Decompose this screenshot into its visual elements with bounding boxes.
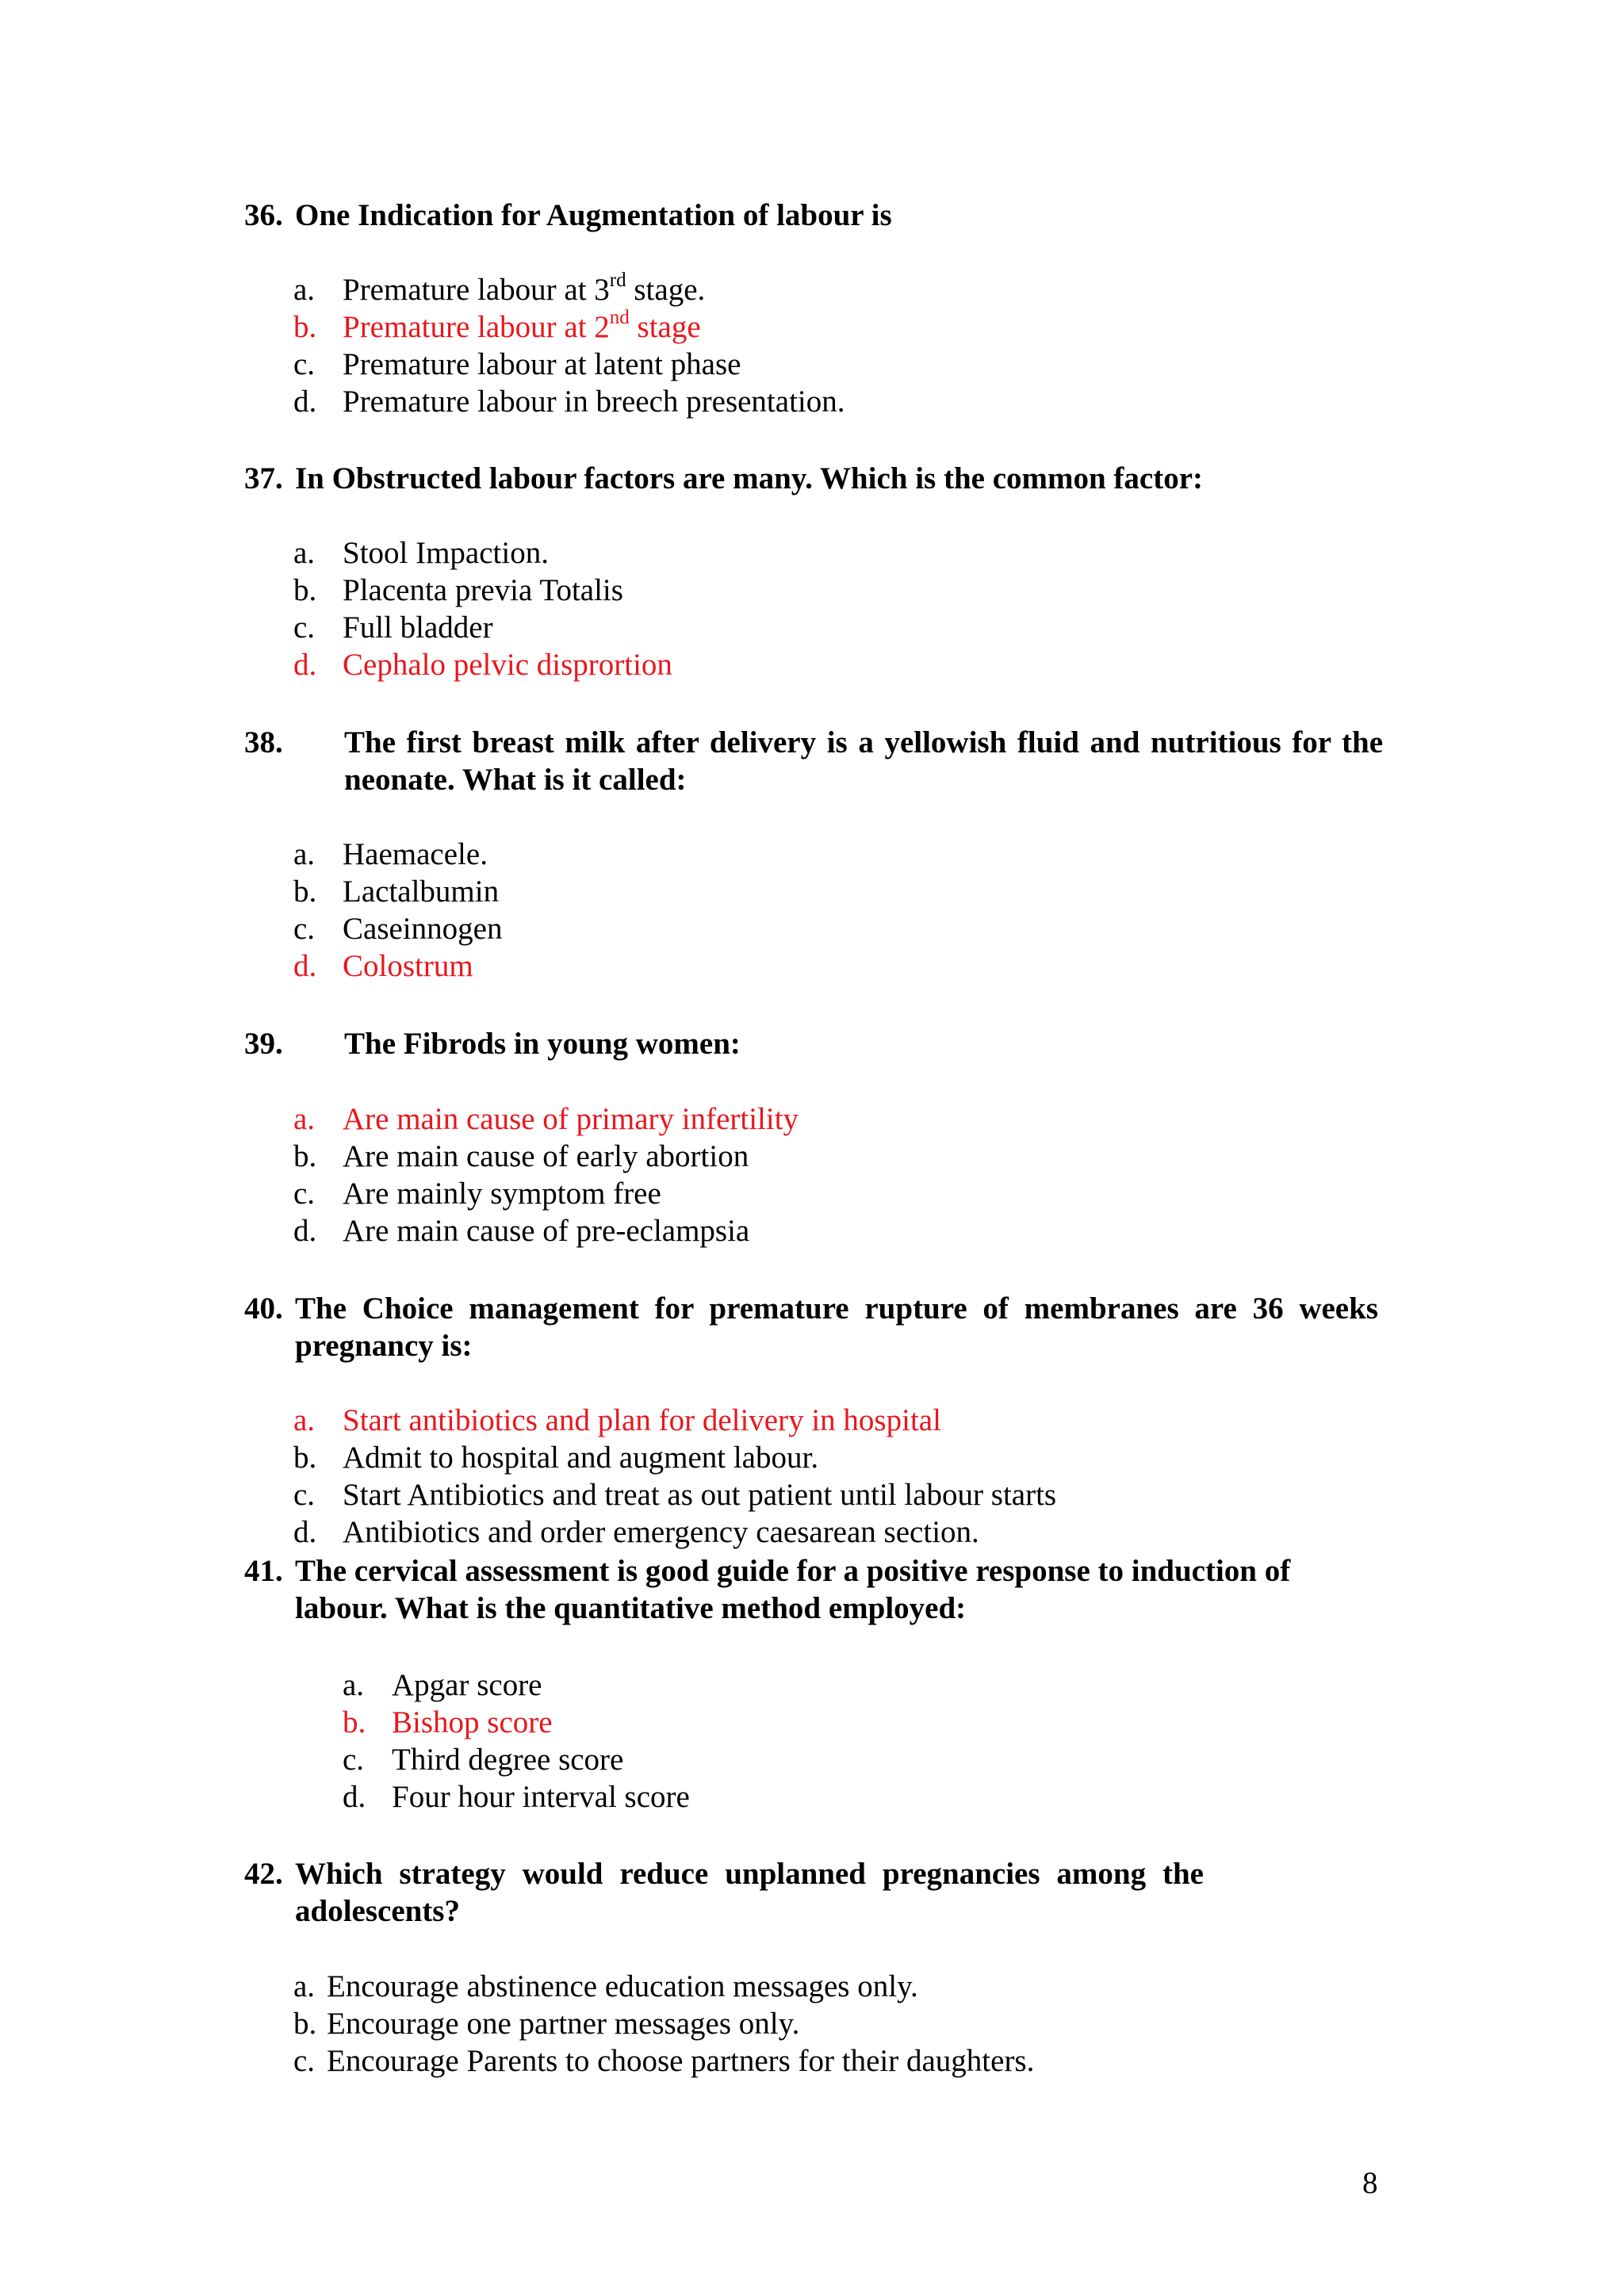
option-text: Premature labour at 2nd stage (343, 307, 701, 344)
option-text: Premature labour at 3rd stage. (343, 270, 706, 307)
option-letter: a. (293, 1969, 316, 2003)
option-letter: c. (293, 1177, 316, 1211)
question-text: One Indication for Augmentation of labour is (295, 198, 892, 232)
page-number: 8 (1362, 2166, 1378, 2200)
question-text: The cervical assessment is good guide for a positive response to induction of labour. What is the quantitative method employed: (295, 1554, 1291, 1625)
option-text: Are main cause of primary infertility (343, 1102, 799, 1136)
option-letter: a. (343, 1668, 365, 1702)
option-letter: c. (293, 912, 316, 946)
option-text: Full bladder (343, 610, 493, 645)
option-text: Stool Impaction. (343, 536, 549, 570)
option-text: Are main cause of early abortion (343, 1139, 749, 1173)
question-40 (244, 1290, 1378, 1366)
option-letter: b. (343, 1705, 366, 1739)
question-text: In Obstructed labour factors are many. Which is the common factor: (295, 461, 1204, 496)
option-letter: b. (293, 1139, 317, 1173)
option-letter: d. (293, 385, 317, 419)
option-text: Admit to hospital and augment labour. (343, 1441, 819, 1475)
option-letter: a. (293, 1403, 316, 1437)
option-letter: a. (293, 536, 316, 570)
option-text: Placenta previa Totalis (343, 573, 623, 607)
option-text: Premature labour at latent phase (343, 347, 741, 381)
option-letter: c. (343, 1743, 365, 1777)
option-text: Haemacele. (343, 837, 488, 871)
option-letter: c. (293, 610, 316, 645)
question-text: Which strategy would reduce unplanned pregnancies among the adolescents? (295, 1857, 1204, 1928)
option-text: Start antibiotics and plan for delivery in hospital (343, 1403, 941, 1437)
question-42 (244, 1855, 1228, 1931)
question-text: The Fibrods in young women: (344, 1027, 741, 1061)
question-number: 37. (244, 461, 283, 496)
question-number: 40. (244, 1292, 283, 1326)
option-letter: c. (293, 2044, 316, 2078)
option-text: Cephalo pelvic disprortion (343, 648, 672, 682)
option-letter: d. (293, 1515, 317, 1549)
option-text: Caseinnogen (343, 912, 503, 946)
option-text: Premature labour in breech presentation. (343, 385, 845, 419)
option-text: Encourage Parents to choose partners for their daughters. (327, 2044, 1035, 2078)
option-text: Encourage abstinence education messages only. (327, 1969, 918, 2003)
question-text: The Choice management for premature rupture of membranes are 36 weeks pregnancy is: (295, 1292, 1378, 1363)
option-letter: a. (293, 273, 316, 307)
option-text: Encourage one partner messages only. (327, 2007, 800, 2041)
option-text: Antibiotics and order emergency caesarean section. (343, 1515, 979, 1549)
option-letter: c. (293, 1478, 316, 1512)
option-letter: b. (293, 2007, 317, 2041)
option-letter: b. (293, 573, 317, 607)
option-letter: a. (293, 1102, 316, 1136)
option-letter: d. (293, 1214, 317, 1248)
option-text: Apgar score (392, 1668, 542, 1702)
question-text: The first breast milk after delivery is a yellowish fluid and nutritious for the neonate. What is it called: (344, 725, 1383, 797)
option-letter: b. (293, 1441, 317, 1475)
option-letter: c. (293, 347, 316, 381)
option-text: Colostrum (343, 949, 473, 983)
question-39 (244, 1025, 1383, 1065)
option-text: Are main cause of pre-eclampsia (343, 1214, 750, 1248)
question-number: 38. (244, 725, 283, 760)
option-text: Bishop score (392, 1705, 553, 1739)
question-38 (244, 724, 1383, 800)
option-text: Start Antibiotics and treat as out patient until labour starts (343, 1478, 1057, 1512)
option-letter: b. (293, 310, 317, 344)
question-number: 41. (244, 1554, 283, 1588)
question-number: 36. (244, 198, 283, 232)
option-letter: d. (343, 1780, 366, 1814)
option-letter: d. (293, 648, 317, 682)
option-text: Are mainly symptom free (343, 1177, 661, 1211)
ordinal-suffix: rd (609, 270, 626, 291)
question-37 (244, 460, 1386, 499)
ordinal-suffix: nd (609, 307, 630, 328)
option-letter: b. (293, 874, 317, 909)
option-text: Lactalbumin (343, 874, 500, 909)
option-text: Third degree score (392, 1743, 624, 1777)
option-text: Four hour interval score (392, 1780, 690, 1814)
question-number: 42. (244, 1857, 283, 1891)
option-letter: d. (293, 949, 317, 983)
question-41 (244, 1552, 1354, 1628)
question-36 (244, 197, 1386, 236)
option-letter: a. (293, 837, 316, 871)
question-number: 39. (244, 1027, 283, 1061)
